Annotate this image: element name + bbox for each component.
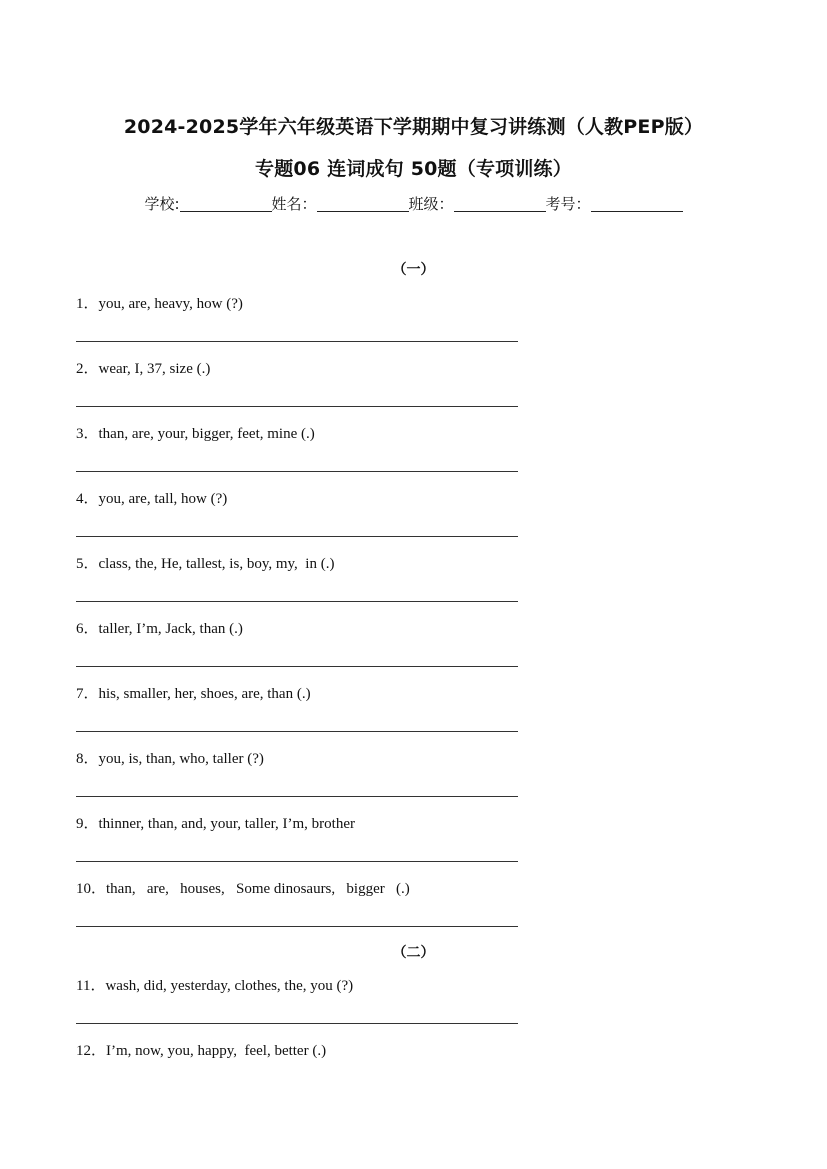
question-item — [76, 747, 264, 768]
question-text: taller, I’m, Jack, than (.) — [98, 621, 243, 637]
question-text: than, are, your, bigger, feet, mine (.) — [98, 426, 315, 442]
answer-line[interactable] — [76, 601, 518, 602]
question-text: class, the, He, tallest, is, boy, my, in (.) — [98, 556, 335, 572]
answer-line[interactable] — [76, 731, 518, 732]
school-label: 学校: — [144, 195, 180, 213]
answer-line[interactable] — [76, 861, 518, 862]
question-item — [76, 1039, 326, 1060]
name-label: 姓名： — [271, 195, 317, 213]
question-number: 7． — [76, 686, 99, 702]
question-number: 11． — [76, 978, 106, 994]
question-number: 3． — [76, 426, 99, 442]
question-item — [76, 974, 353, 995]
question-number: 12． — [76, 1043, 107, 1059]
question-item — [76, 617, 243, 638]
document-title: 2024-2025学年六年级英语下学期期中复习讲练测（人教PEP版） — [123, 116, 704, 138]
exam-number-blank[interactable] — [591, 195, 683, 212]
question-text: wear, I, 37, size (.) — [98, 361, 211, 377]
school-blank[interactable] — [180, 195, 272, 212]
question-text: than, are, houses, Some dinosaurs, bigger (.) — [106, 881, 410, 897]
question-number: 8． — [76, 751, 99, 767]
question-text: wash, did, yesterday, clothes, the, you (?) — [105, 978, 354, 994]
question-number: 10． — [76, 881, 107, 897]
name-blank[interactable] — [317, 195, 409, 212]
student-info-row — [0, 193, 827, 214]
question-item — [76, 682, 311, 703]
question-text: you, is, than, who, taller (?) — [98, 751, 264, 767]
question-number: 9． — [76, 816, 99, 832]
question-item — [76, 422, 315, 443]
question-item — [76, 812, 355, 833]
section-heading-2: （二） — [392, 945, 435, 961]
section-heading-1: （一） — [392, 262, 435, 278]
answer-line[interactable] — [76, 341, 518, 342]
document-subtitle: 专题06 连词成句 50题（专项训练） — [255, 158, 572, 180]
question-text: you, are, heavy, how (?) — [98, 296, 243, 312]
exam-number-label: 考号： — [545, 195, 591, 213]
question-item — [76, 292, 243, 313]
question-text: his, smaller, her, shoes, are, than (.) — [98, 686, 311, 702]
question-number: 2． — [76, 361, 99, 377]
answer-line[interactable] — [76, 471, 518, 472]
answer-line[interactable] — [76, 536, 518, 537]
question-number: 1． — [76, 296, 99, 312]
question-text: I’m, now, you, happy, feel, better (.) — [106, 1043, 327, 1059]
question-number: 5． — [76, 556, 99, 572]
question-number: 4． — [76, 491, 99, 507]
answer-line[interactable] — [76, 406, 518, 407]
question-item — [76, 877, 410, 898]
answer-line[interactable] — [76, 666, 518, 667]
answer-line[interactable] — [76, 926, 518, 927]
question-item — [76, 357, 210, 378]
question-item — [76, 552, 334, 573]
question-number: 6． — [76, 621, 99, 637]
class-label: 班级： — [408, 195, 454, 213]
question-text: you, are, tall, how (?) — [98, 491, 228, 507]
class-blank[interactable] — [454, 195, 546, 212]
answer-line[interactable] — [76, 1023, 518, 1024]
question-item — [76, 487, 227, 508]
answer-line[interactable] — [76, 796, 518, 797]
question-text: thinner, than, and, your, taller, I’m, brother — [98, 816, 355, 832]
